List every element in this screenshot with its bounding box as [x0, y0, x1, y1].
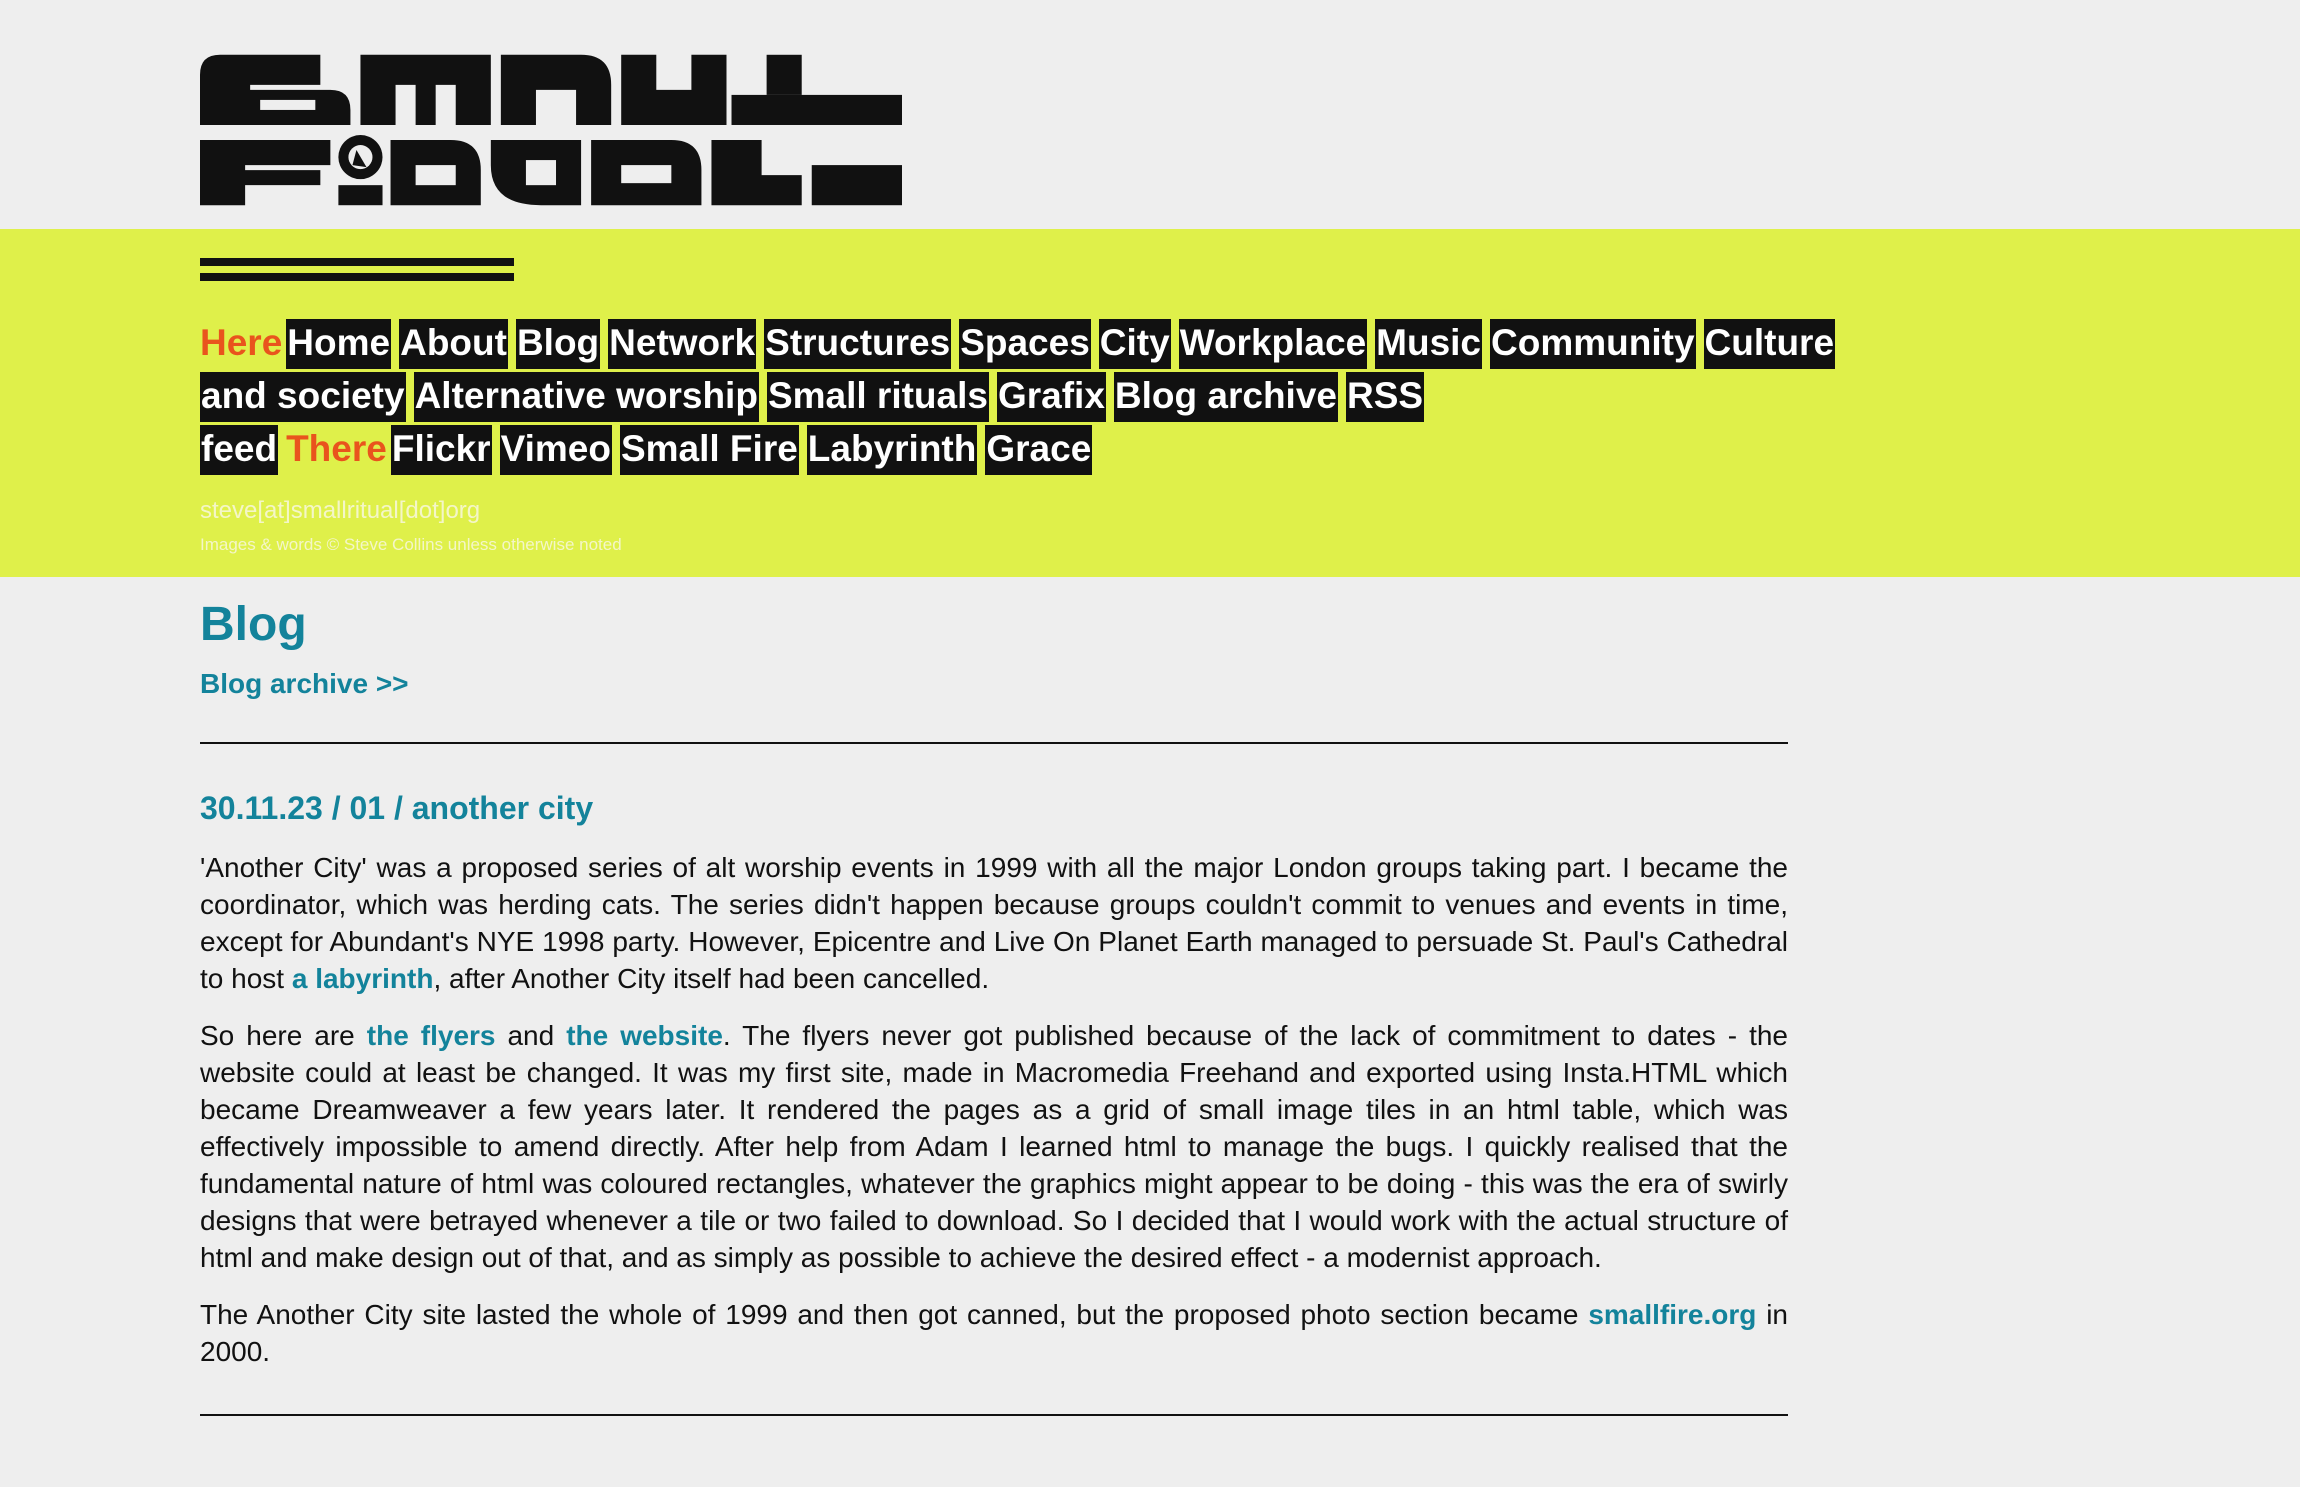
nav-link-small-rituals[interactable]: Small rituals [767, 372, 989, 422]
nav-link-blog[interactable]: Blog [516, 319, 600, 369]
post-text: 'Another City' was a proposed series of alt worship events in 1999 with all the major London groups taking part. I became the coordinator, which was herding cats. The series didn't happen because groups couldn't commit to venues and events in time, except for Abundant's NYE 1998 party. However, Epicentre and Live On Planet Earth managed to persuade St. Paul's Cathedral to host [200, 852, 1788, 994]
nav-link-grafix[interactable]: Grafix [997, 372, 1106, 422]
contact-email: steve[at]smallritual[dot]org [200, 497, 481, 524]
nav-link-vimeo[interactable]: Vimeo [500, 425, 612, 475]
nav-link-workplace[interactable]: Workplace [1179, 319, 1367, 369]
post-text: So here are [200, 1020, 367, 1051]
flyers-link[interactable]: the flyers [366, 1020, 496, 1051]
website-link[interactable]: the website [566, 1020, 723, 1051]
nav-link-culture-and-society[interactable]: Culture and society [200, 319, 1835, 422]
nav-link-small-fire[interactable]: Small Fire [620, 425, 799, 475]
nav-link-community[interactable]: Community [1490, 319, 1696, 369]
smallfire-link[interactable]: smallfire.org [1588, 1299, 1757, 1330]
nav-link-spaces[interactable]: Spaces [959, 319, 1091, 369]
post-text: . The flyers never got published because of the lack of commitment to dates - the website could at least be changed. It was my first site, made in Macromedia Freehand and exported using Insta.HTML which became Dreamweaver a few years later. It rendered the pages as a grid of small image tiles in an html table, which was effectively impossible to amend directly. After help from Adam I learned html to manage the bugs. I quickly realised that the fundamental nature of html was coloured rectangles, whatever the graphics might appear to be doing - this was the era of swirly designs that were betrayed whenever a tile or two failed to download. So I decided that I would work with the actual structure of html and make design out of that, and as simply as possible to achieve the desired effect - a modernist approach. [200, 1020, 1788, 1273]
small-ritual-logo-icon [200, 54, 902, 206]
blog-archive-link[interactable]: Blog archive >> [200, 668, 409, 699]
nav-link-music[interactable]: Music [1375, 319, 1482, 369]
nav-link-about[interactable]: About [399, 319, 508, 369]
site-logo[interactable] [200, 54, 902, 206]
page-title: Blog [200, 598, 307, 651]
post-text: The Another City site lasted the whole of 1999 and then got canned, but the proposed photo section became [200, 1299, 1589, 1330]
nav-label-there: There [286, 428, 387, 469]
post-title: 30.11.23 / 01 / another city [200, 790, 594, 826]
post-text: and [495, 1020, 567, 1051]
nav-label-here: Here [200, 322, 283, 363]
nav-link-flickr[interactable]: Flickr [391, 425, 492, 475]
nav-link-grace[interactable]: Grace [985, 425, 1092, 475]
post-text: in 2000. [200, 1299, 1789, 1367]
nav-link-rss-feed[interactable]: RSS feed [200, 372, 1424, 475]
post-paragraph-1 [200, 849, 1788, 997]
nav-link-structures[interactable]: Structures [764, 319, 951, 369]
main-nav [200, 316, 1835, 475]
nav-link-city[interactable]: City [1099, 319, 1171, 369]
main-content [200, 577, 1788, 1416]
nav-band [0, 229, 2300, 577]
nav-link-home[interactable]: Home [286, 319, 391, 369]
divider [200, 742, 1788, 744]
header [0, 0, 2300, 229]
blog-post [200, 790, 1788, 1370]
post-paragraph-3 [200, 1296, 1788, 1370]
divider [200, 1414, 1788, 1416]
labyrinth-link[interactable]: a labyrinth [291, 963, 434, 994]
nav-link-alternative-worship[interactable]: Alternative worship [414, 372, 759, 422]
copyright-note: Images & words © Steve Collins unless otherwise noted [200, 535, 622, 554]
nav-link-blog-archive[interactable]: Blog archive [1114, 372, 1338, 422]
nav-link-network[interactable]: Network [608, 319, 756, 369]
double-rule-divider [200, 258, 514, 281]
post-paragraph-2 [200, 1017, 1788, 1276]
nav-link-labyrinth[interactable]: Labyrinth [807, 425, 978, 475]
post-text: , after Another City itself had been cancelled. [433, 963, 990, 994]
